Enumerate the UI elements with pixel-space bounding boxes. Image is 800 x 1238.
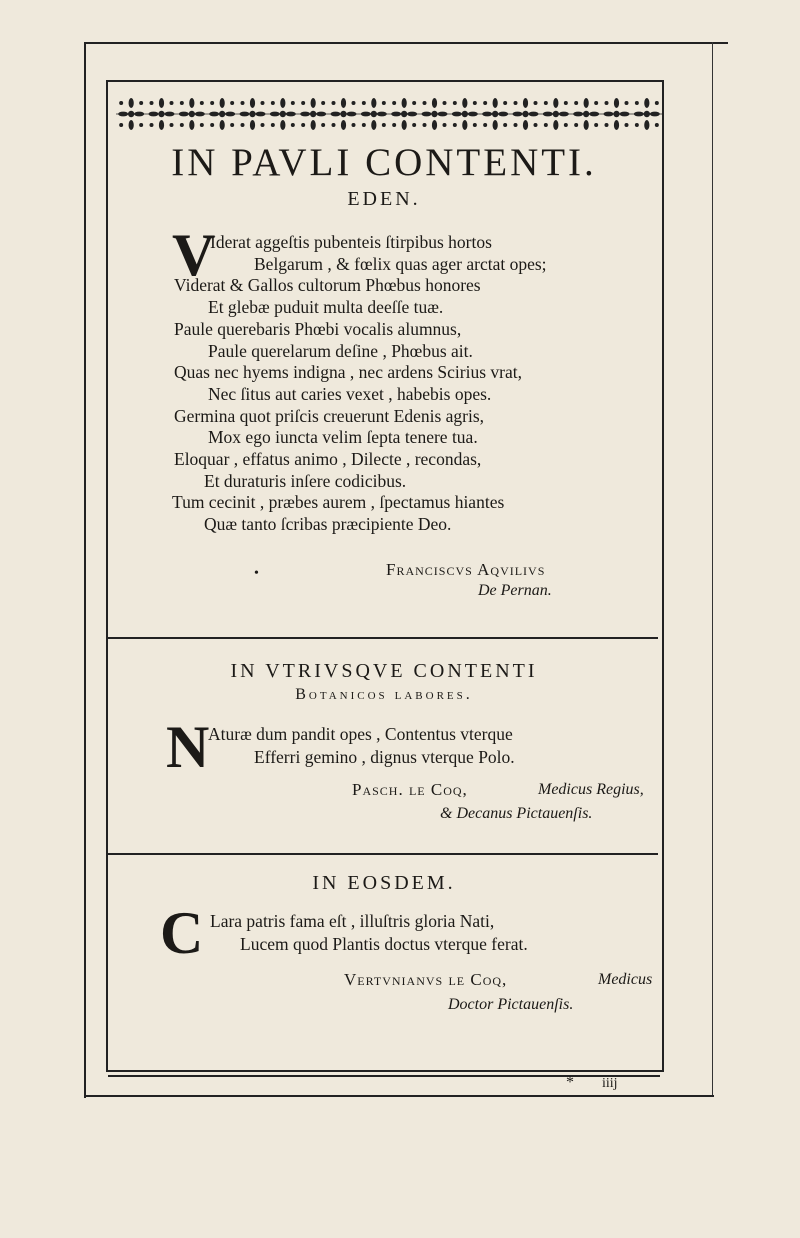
- author-name: Vertvnianvs le Coq,: [344, 970, 508, 989]
- poem-line: Belgarum , & fœlix quas ager arctat opes;: [254, 253, 547, 274]
- author-place: Doctor Pictauenſis.: [448, 996, 574, 1013]
- author-place: & Decanus Pictauenſis.: [440, 805, 593, 822]
- poem-line: Iderat aggeſtis pubenteis ſtirpibus hortos: [210, 232, 492, 252]
- poem-line: Paule querebaris Phœbi vocalis alumnus,: [174, 318, 462, 339]
- dropcap-v: V: [172, 222, 216, 288]
- poem-line: Et glebæ puduit multa deeſſe tuæ.: [208, 297, 444, 318]
- poem-line: Viderat & Gallos cultorum Phœbus honores: [174, 275, 481, 296]
- section-divider: [108, 853, 658, 855]
- poem-line: Lara patris fama eſt , illuſtris gloria Nati,: [210, 911, 495, 931]
- poem-line: Nec ſitus aut caries vexet , habebis opes.: [208, 383, 492, 404]
- section-2-heading: IN VTRIVSQVE CONTENTI: [230, 660, 538, 682]
- dropcap-n: N: [166, 714, 210, 780]
- poem-line: Quas nec hyems indigna , nec ardens Scirius vrat,: [174, 362, 522, 383]
- outer-bottom-rule: [84, 1095, 714, 1097]
- author-title: Medicus: [598, 971, 653, 988]
- fleuron-border-icon: [116, 94, 662, 134]
- signature-mark: *: [566, 1074, 574, 1091]
- poem-line: Paule querelarum deſine , Phœbus ait.: [208, 340, 473, 361]
- poem-line: Aturæ dum pandit opes , Contentus vterque: [208, 724, 513, 744]
- page-number: iiij: [602, 1076, 618, 1091]
- poem-1: [172, 222, 642, 536]
- poem-line: Lucem quod Plantis doctus vterque ferat.: [240, 934, 528, 954]
- poem-line: Tum cecinit , præbes aurem , ſpectamus hiantes: [172, 492, 505, 513]
- section-2-subheading: Botanicos labores.: [295, 686, 473, 703]
- inner-bottom-rule: [108, 1075, 660, 1077]
- dropcap-c: C: [160, 900, 204, 966]
- bullet-mark: •: [254, 566, 259, 581]
- page-subtitle: EDEN.: [347, 188, 421, 210]
- poem-line: Germina quot priſcis creuerunt Edenis agris,: [174, 405, 485, 426]
- poem-line: Quæ tanto ſcribas præcipiente Deo.: [204, 514, 452, 535]
- author-place: De Pernan.: [478, 582, 552, 599]
- section-divider: [108, 637, 658, 639]
- author-name: Pasch. le Coq,: [352, 780, 468, 799]
- author-name: Franciscvs Aqvilivs: [386, 560, 546, 579]
- page-title: IN PAVLI CONTENTI.: [171, 141, 597, 184]
- poem-line: Efferri gemino , dignus vterque Polo.: [254, 747, 515, 767]
- author-title: Medicus Regius,: [538, 781, 644, 798]
- poem-line: Eloquar , effatus animo , Dilecte , recondas,: [174, 449, 482, 470]
- outer-right-rule: [712, 42, 713, 1096]
- poem-line: Et duraturis inſere codicibus.: [204, 470, 407, 491]
- section-3-heading: IN EOSDEM.: [312, 872, 456, 894]
- poem-line: Mox ego iuncta velim ſepta tenere tua.: [208, 427, 478, 448]
